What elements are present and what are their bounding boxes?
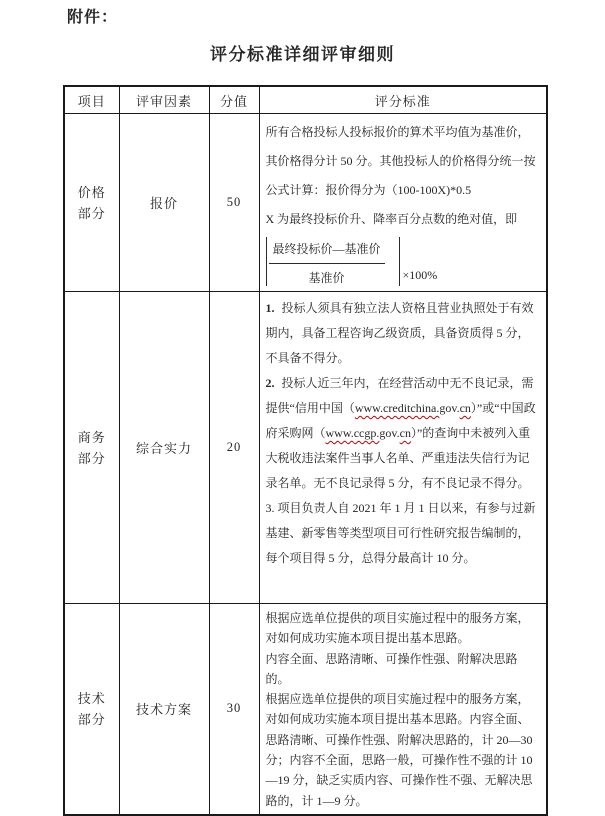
scoring-criteria-table xyxy=(63,85,548,816)
formula-multiplier: ×100% xyxy=(402,268,438,282)
text-run: gov. xyxy=(379,426,400,440)
criteria-paragraph xyxy=(266,496,542,571)
price-score-formula xyxy=(266,237,542,286)
text-run: 投标人须具有独立法人资格且营业执照处于有效期内，具备工程咨询乙级资质，具备资质得 5 分，不具备不得分。 xyxy=(265,301,534,365)
score-cell: 20 xyxy=(209,292,259,604)
text-run: gov. xyxy=(439,401,460,415)
fraction-numerator: 最终投标价—基准价 xyxy=(269,237,385,264)
item-number: 2. xyxy=(265,376,275,390)
factor-cell: 综合实力 xyxy=(119,292,209,604)
category-cell xyxy=(64,292,119,604)
text-run: 根据应选单位提供的项目实施过程中的服务方案，对如何成功实施本项目提出基本思路。内容全面、思路清晰、可操作性强、附解决思路的，计 20—30 分；内容不全面，思路一般，可操作性不强的计 10—19 分，缺乏实质内容、可操作性不强、无解决思路的，计 1—9 分。 xyxy=(265,692,533,808)
score-cell: 50 xyxy=(209,114,259,292)
category-cell xyxy=(64,604,119,815)
text-run: 3. 项目负责人自 2021 年 1 月 1 日以来，有参与过新基建、新零售等类型项目可行性研究报告编制的，每个项目得 5 分，总得分最高计 10 分。 xyxy=(265,501,536,565)
table-row xyxy=(64,604,547,815)
fraction-denominator: 基准价 xyxy=(308,271,345,285)
text-run: 投标人近三年内，在经营活动中无不良记录，需提供“信用中国（ xyxy=(265,376,534,415)
criteria-paragraph xyxy=(266,689,542,811)
category-line: 价格 xyxy=(77,184,106,200)
fraction xyxy=(267,237,399,286)
attachment-label: 附件： xyxy=(67,9,119,26)
header-scoring-criteria: 评分标准 xyxy=(259,86,547,114)
factor-cell: 技术方案 xyxy=(119,604,209,815)
text-run: ）”或“中国政府采购网（ xyxy=(265,401,536,440)
url-text: www. xyxy=(325,426,354,440)
criteria-paragraph xyxy=(266,296,542,371)
text-run: ）”的查询中未被列入重大税收违法案件当事人名单、严重违法失信行为记录名单。无不良记录得 5 分，有不良记录不得分。 xyxy=(265,426,531,490)
criteria-paragraph xyxy=(266,608,542,649)
text-run: 内容全面、思路清晰、可操作性强、附解决思路的。 xyxy=(265,651,518,686)
category-line: 部分 xyxy=(77,450,106,466)
factor-cell: 报价 xyxy=(119,114,209,292)
table-header-row xyxy=(64,86,547,114)
header-review-factor: 评审因素 xyxy=(119,86,209,114)
page-title: 评分标准详细评审细则 xyxy=(210,45,395,64)
text-run: 所有合格投标人投标报价的算术平均值为基准价，其价格得分计 50 分。其他投标人的价格得分统一按公式计算：报价得分为（100-100X)*0.5 xyxy=(265,125,536,197)
category-line: 商务 xyxy=(77,429,106,445)
table-row xyxy=(64,114,547,292)
table-row xyxy=(64,292,547,604)
criteria-paragraph xyxy=(266,371,542,496)
criteria-cell xyxy=(259,114,547,292)
category-line: 部分 xyxy=(77,205,106,221)
url-text: cn xyxy=(399,426,411,440)
url-text: ccgp. xyxy=(353,426,380,440)
criteria-paragraph xyxy=(266,205,542,234)
category-cell xyxy=(64,114,119,292)
criteria-paragraph xyxy=(266,649,542,690)
criteria-cell xyxy=(259,292,547,604)
item-number: 1. xyxy=(265,301,275,315)
category-line: 技术 xyxy=(77,690,106,706)
url-text: www. xyxy=(354,401,384,415)
url-text: cn xyxy=(459,401,471,415)
category-line: 部分 xyxy=(77,711,106,727)
header-score-value: 分值 xyxy=(209,86,259,114)
header-item: 项目 xyxy=(64,86,119,114)
url-text: creditchina. xyxy=(383,401,440,415)
criteria-paragraph xyxy=(266,118,542,205)
text-run: 根据应选单位提供的项目实施过程中的服务方案，对如何成功实施本项目提出基本思路。 xyxy=(265,611,530,646)
score-cell: 30 xyxy=(209,604,259,815)
text-run: X 为最终投标价升、降率百分点数的绝对值，即 xyxy=(265,212,518,226)
criteria-cell xyxy=(259,604,547,815)
